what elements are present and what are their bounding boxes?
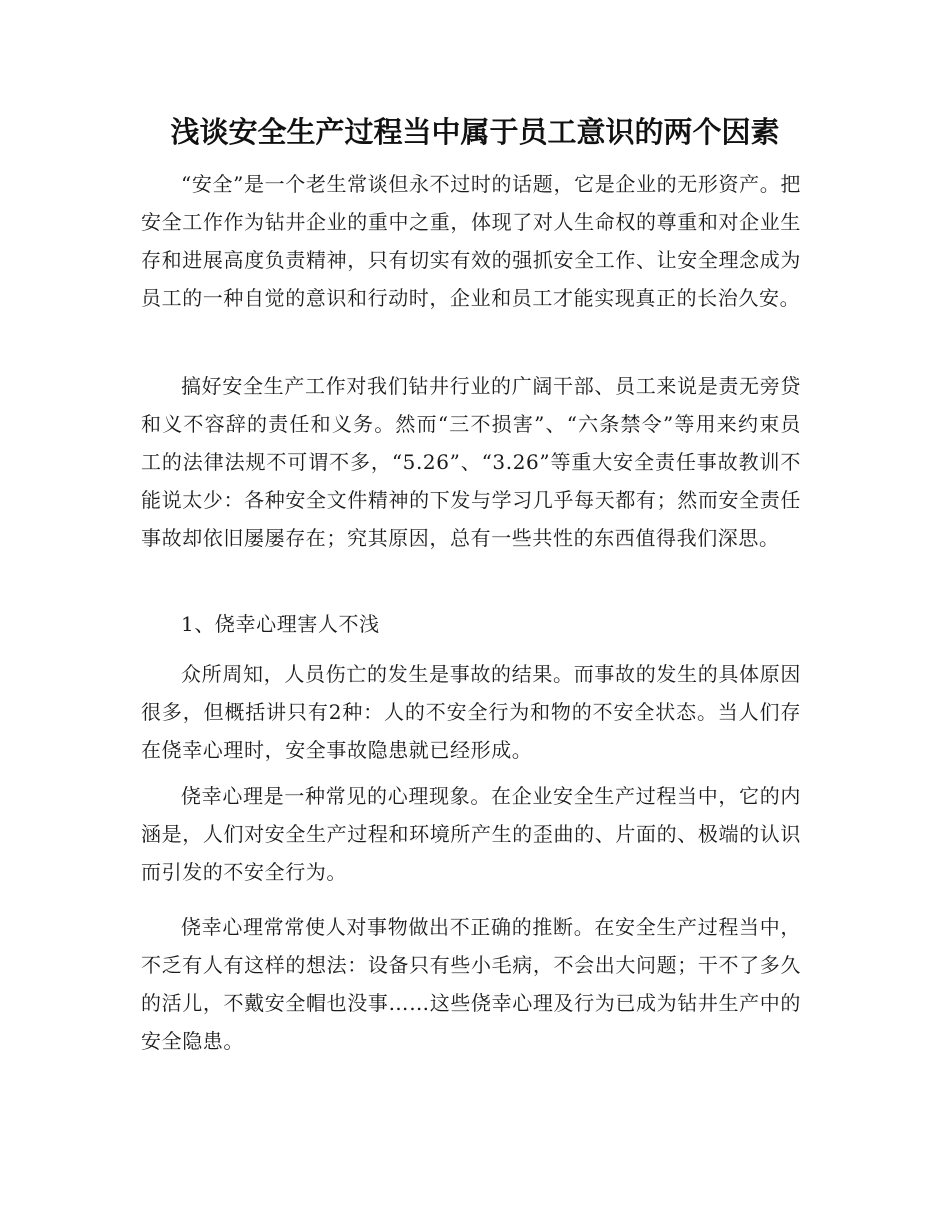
paragraph-luck-definition: 侥幸心理是一种常见的心理现象。在企业安全生产过程当中，它的内涵是，人们对安全生产过程和环境所产生的歪曲的、片面的、极端的认识而引发的不安全行为。 [141,784,801,884]
paragraph-intro: “安全”是一个老生常谈但永不过时的话题，它是企业的无形资产。把安全工作作为钻井企业的重中之重，体现了对人生命权的尊重和对企业生存和进展高度负责精神，只有切实有效的强抓安全工作、让安全理念成为员工的一种自觉的意识和行动时，企业和员工才能实现真正的长治久安。 [141,172,801,310]
paragraph-responsibility: 搞好安全生产工作对我们钻井行业的广阔干部、员工来说是责无旁贷和义不容辞的责任和义务。然而“三不损害”、“六条禁令”等用来约束员工的法律法规不可谓不多，“5.26”、“3.26”等重大安全责任事故教训不能说太少：各种安全文件精神的下发与学习几乎每天都有；然而安全责任事故却依旧屡屡存在；究其原因，总有一些共性的东西值得我们深思。 [141,374,801,550]
document-title: 浅谈安全生产过程当中属于员工意识的两个因素 [170,115,780,149]
paragraph-luck-examples: 侥幸心理常常使人对事物做出不正确的推断。在安全生产过程当中，不乏有人有这样的想法：设备只有些小毛病，不会出大问题；干不了多久的活儿，不戴安全帽也没事……这些侥幸心理及行为已成为钻井生产中的安全隐患。 [141,915,801,1053]
paragraph-accident-causes: 众所周知，人员伤亡的发生是事故的结果。而事故的发生的具体原因很多，但概括讲只有2种：人的不安全行为和物的不安全状态。当人们存在侥幸心理时，安全事故隐患就已经形成。 [141,662,801,762]
section-heading-luck-mentality: 1、侥幸心理害人不浅 [181,612,380,636]
